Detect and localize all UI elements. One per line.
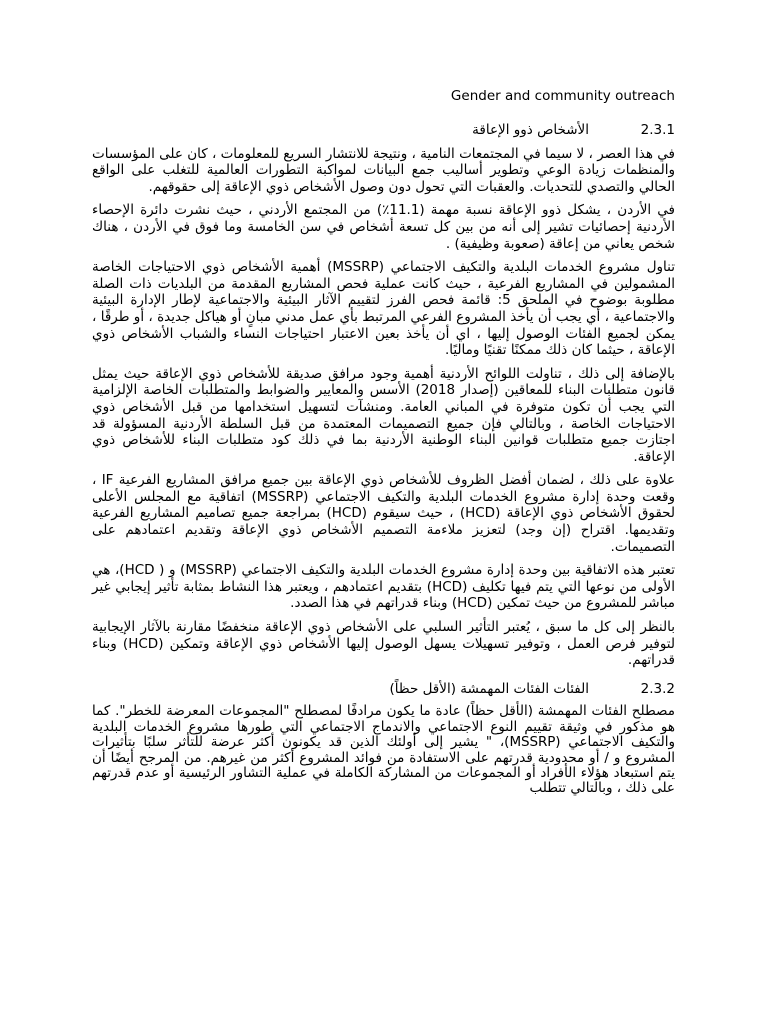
paragraph: مصطلح الفئات المهمشة (الأقل حظاً) عادة ما يكون مرادفًا لمصطلح "المجموعات المعرضة للخطر". كما هو مذكور في وثيقة تقييم النوع الاجتماعي والاندماج الاجتماعي التي طورها مشروع الخدمات البلدية والتكيف الاجتماعي (MSSRP)، " يشير إلى أولئك الذين قد يكونون أكثر عرضة للتأثر سلبًا بتأثيرات المشروع و / أو محدودية قدرتهم على الاستفادة من فوائد المشروع أكثر من غيرهم. من المرجح أيضًا أن يتم استبعاد هؤلاء الأفراد أو المجموعات من المشاركة الكاملة في عملية التشاور الرئيسية أو عدم قدرتهم على ذلك ، وبالتالي تتطلب — [92, 703, 675, 797]
section-title: الفئات الفئات المهمشة (الأقل حظاً) — [389, 680, 589, 697]
section-heading — [92, 122, 675, 139]
paragraph: بالنظر إلى كل ما سبق ، يُعتبر التأثير السلبي على الأشخاص ذوي الإعاقة منخفضًا مقارنة بالآثار الإيجابية لتوفير فرص العمل ، وتوفير تسهيلات يسهل الوصول إليها الأشخاص ذوي الإعاقة وتمكين (HCD) وبناء قدراتهم. — [92, 619, 675, 669]
section-number: 2.3.1 — [640, 122, 675, 138]
paragraph: علاوة على ذلك ، لضمان أفضل الظروف للأشخاص ذوي الإعاقة بين جميع مرافق المشاريع الفرعية IF ، وقعت وحدة إدارة مشروع الخدمات البلدية والتكيف الاجتماعي (MSSRP) اتفاقية مع المجلس الأعلى لحقوق الأشخاص ذوي الإعاقة (HCD) ، حيث سيقوم (HCD) بمراجعة جميع تصاميم المشاريع الفرعية وتقديمها. اقتراح (إن وجد) لتعزيز ملاءمة التصميم الأشخاص ذوي الإعاقة وتقديم اعتمادهم على التصميمات. — [92, 472, 676, 555]
paragraph: في هذا العصر ، لا سيما في المجتمعات النامية ، ونتيجة للانتشار السريع للمعلومات ، كان على المؤسسات والمنظمات زيادة الوعي وتطوير أساليب جمع البيانات لمواكبة التطورات العالمية للتغلب على الواقع الحالي والتصدي للتحديات. والعقبات التي تحول دون وصول الأشخاص ذوي الإعاقة إلى حقوقهم. — [92, 145, 675, 195]
paragraph: تعتبر هذه الاتفاقية بين وحدة إدارة مشروع الخدمات البلدية والتكيف الاجتماعي (MSSRP) و ( HCD)، هي الأولى من نوعها التي يتم فيها تكليف (HCD) بتقديم اعتمادهم ، ويعتبر هذا النشاط بمثابة تأثير إيجابي غير مباشر للمشروع من حيث تمكين (HCD) وبناء قدراتهم في هذا الصدد. — [92, 562, 676, 612]
running-header: Gender and community outreach — [450, 88, 675, 104]
document-body — [92, 122, 675, 804]
section-heading — [92, 681, 675, 698]
paragraph: في الأردن ، يشكل ذوو الإعاقة نسبة مهمة (11.1٪) من المجتمع الأردني ، حيث نشرت دائرة الإحصاء الأردنية إحصائيات تشير إلى أنه من بين كل تسعة أشخاص في سن الخامسة وما فوق في الأردن ، هناك شخص يعاني من إعاقة (صعوبة وظيفية) . — [92, 202, 675, 252]
section-title: الأشخاص ذوو الإعاقة — [472, 122, 589, 138]
section-number: 2.3.2 — [640, 680, 675, 697]
paragraph: تناول مشروع الخدمات البلدية والتكيف الاجتماعي (MSSRP) أهمية الأشخاص ذوي الاحتياجات الخاصة المشمولين في المشاريع الفرعية ، حيث كانت عملية فحص المشاريع المقدمة من البلديات ذات الصلة مطلوبة بوضوح في الملحق 5: قائمة فحص الفرز لتقييم الآثار البيئية والاجتماعية لإطار الإدارة البيئية والاجتماعية ، أي يجب أن يأخذ المشروع الفرعي المرتبط بأي عمل مدني مبانٍ أو هياكل جديدة ، أو طرقًا ، يمكن لجميع الفئات الوصول إليها ، اي أن يأخذ بعين الاعتبار احتياجات النساء والشباب الأشخاص ذوي الإعاقة ، حيثما كان ذلك ممكنًا تقنيًا وماليًا. — [92, 259, 676, 359]
paragraph: بالإضافة إلى ذلك ، تناولت اللوائح الأردنية أهمية وجود مرافق صديقة للأشخاص ذوي الإعاقة حيث يمثل قانون متطلبات البناء للمعاقين (إصدار 2018) الأسس والمعايير والضوابط والمتطلبات الخاصة الإلزامية التي يجب أن تكون متوفرة في المباني العامة. ومنشآت لتسهيل استخدامها من قبل الأشخاص ذوي الاحتياجات الخاصة ، وبالتالي فإن جميع التصميمات المعتمدة من قبل السلطة الأردنية المسؤولة قد اجتازت جميع متطلبات قوانين البناء الوطنية الأردنية بما في ذلك كود متطلبات البناء للأشخاص ذوي الإعاقة. — [92, 365, 675, 465]
